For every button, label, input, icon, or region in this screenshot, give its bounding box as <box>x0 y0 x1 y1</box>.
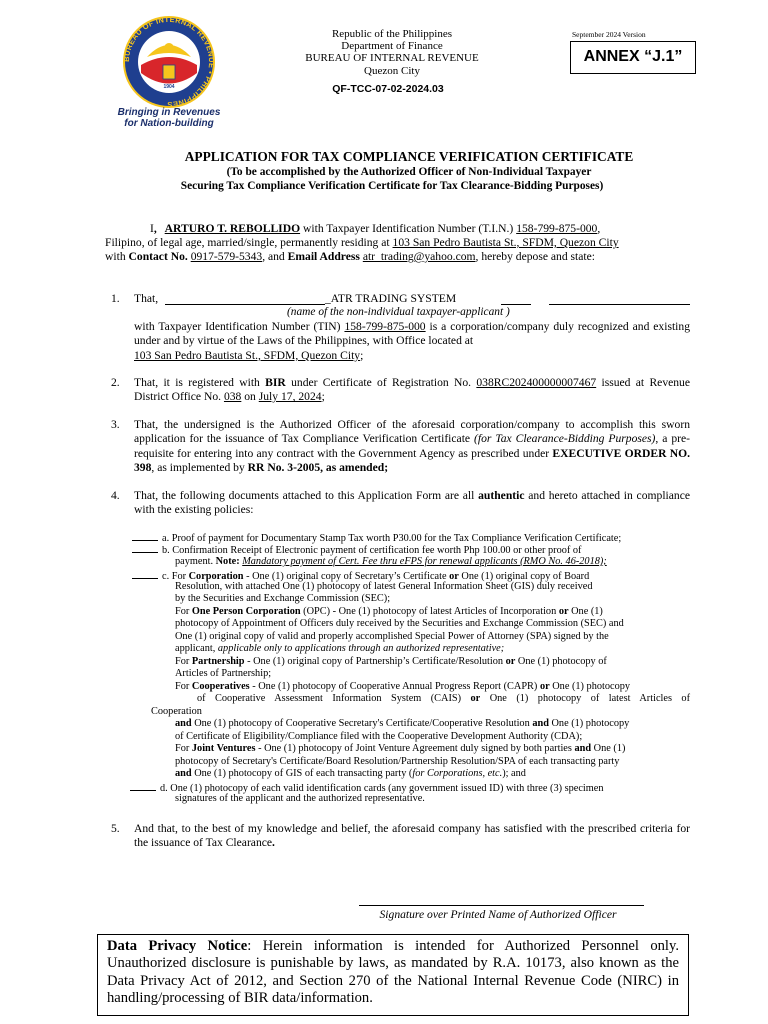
item-1-text: with Taxpayer Identification Number (TIN) 158-799-875-000 is a corporation/company duly recognized and existing under and by virtue of the Laws of the Philippines, with Office located at 103 San Pedro Bautista St., SFDM, Quezon City; <box>134 320 690 362</box>
doc-item-a: a. Proof of payment for Documentary Stamp Tax worth P30.00 for the Tax Compliance Verification Certificate; <box>132 531 692 545</box>
annex-box: ANNEX “J.1” <box>570 41 696 74</box>
intro-line-1: I, ARTURO T. REBOLLIDO with Taxpayer Identification Number (T.I.N.) 158-799-875-000, <box>150 222 601 235</box>
company-name: _ATR TRADING SYSTEM <box>325 292 457 305</box>
item-2-number: 2. <box>111 376 120 389</box>
logo-tagline-2: for Nation-building <box>124 118 214 129</box>
checkbox-d[interactable] <box>130 781 156 791</box>
applicant-name: ARTURO T. REBOLLIDO <box>164 222 301 235</box>
item-2-text: That, it is registered with BIR under Certificate of Registration No. 038RC202400000007467 issued at Revenue District Office No. 038 on July 17, 2024; <box>134 376 691 404</box>
form-subtitle-1: (To be accomplished by the Authorized Officer of Non-Individual Taxpayer <box>226 166 592 178</box>
signature-line[interactable] <box>359 905 644 906</box>
item-4-number: 4. <box>111 489 120 502</box>
email-address: atr_trading@yahoo.com <box>362 250 476 263</box>
data-privacy-notice <box>97 934 689 1016</box>
doc-item-d: d. One (1) photocopy of each valid identification cards (any government issued ID) with three (3) specimen <box>130 781 603 795</box>
form-code: QF-TCC-07-02-2024.03 <box>332 83 444 95</box>
doc-item-b: b. Confirmation Receipt of Electronic payment of certification fee worth Php 100.00 or other proof of <box>132 543 692 557</box>
form-title: APPLICATION FOR TAX COMPLIANCE VERIFICATION CERTIFICATE <box>184 149 634 164</box>
intro-line-2 <box>105 236 691 249</box>
item-1-number: 1. <box>111 292 120 305</box>
item-3-text: That, the undersigned is the Authorized Officer of the aforesaid corporation/company to accomplish this sworn application for the issuance of Tax Compliance Verification Certificate (for Tax Clearance-Bidding Purposes), a pre-requisite for entering into any contract with the Government Agency as prescribed under EXECUTIVE ORDER NO. 398, as implemented by RR No. 3-2005, as amended; <box>134 418 691 475</box>
seal-ring-text: BUREAU OF INTERNAL REVENUE • PHILIPPINES <box>121 15 217 109</box>
rdo-number: 038 <box>223 390 242 404</box>
item-3-number: 3. <box>111 418 120 431</box>
bir-logo <box>117 15 221 109</box>
privacy-notice-label: Data Privacy Notice <box>107 938 248 954</box>
applicant-address: 103 San Pedro Bautista St., SFDM, Quezon City <box>392 236 619 249</box>
intro-residence-label: Filipino, of legal age, married/single, permanently residing at <box>105 236 390 249</box>
item-5-number: 5. <box>111 822 120 835</box>
logo-tagline-1: Bringing in Revenues <box>117 107 221 118</box>
intro-tin-label: with Taxpayer Identification Number (T.I.N.) <box>303 222 514 235</box>
fee-note: Mandatory payment of Cert. Fee thru eFPS for renewal applicants (RMO No. 46-2018); <box>242 556 607 567</box>
company-address: 103 San Pedro Bautista St., SFDM, Quezon City <box>134 348 361 362</box>
checkbox-c[interactable] <box>132 569 158 579</box>
applicant-tin: 158-799-875-000 <box>516 222 598 235</box>
item-1-that: That, <box>134 292 159 305</box>
company-name-caption: (name of the non-individual taxpayer-applicant ) <box>287 306 510 318</box>
executive-order: EXECUTIVE ORDER NO. 398 <box>134 446 691 475</box>
contact-label: Contact No. <box>128 250 188 263</box>
form-subtitle-2: Securing Tax Compliance Verification Certificate for Tax Clearance-Bidding Purposes) <box>180 180 604 192</box>
item-5-text: And that, to the best of my knowledge and belief, the aforesaid company has satisfied with the prescribed criteria for the issuance of Tax Clearance. <box>134 822 690 850</box>
joint-venture-requirements: For Joint Ventures - One (1) photocopy of Joint Venture Agreement duly signed by both parties and One (1) <box>175 743 626 754</box>
partnership-requirements: For Partnership - One (1) original copy of Partnership’s Certificate/Resolution or One (1) photocopy of <box>175 656 607 667</box>
header-republic: Republic of the Philippines <box>331 28 453 40</box>
doc-item-c: c. For Corporation - One (1) original copy of Secretary’s Certificate or One (1) original copy of Board <box>132 569 589 583</box>
header-city: Quezon City <box>364 65 420 77</box>
intro-line-3: with Contact No. 0917-579-5343, and Email Address atr_trading@yahoo.com, hereby depose and state: <box>105 250 595 263</box>
revenue-regulation: RR No. 3-2005, as amended; <box>247 461 389 475</box>
checkbox-a[interactable] <box>132 531 158 541</box>
registration-date: July 17, 2024 <box>258 390 322 404</box>
header-bureau: BUREAU OF INTERNAL REVENUE <box>305 52 479 64</box>
cooperative-requirements: For Cooperatives - One (1) photocopy of Cooperative Annual Progress Report (CAPR) or One (1) photocopy <box>175 681 631 692</box>
checkbox-b[interactable] <box>132 543 158 553</box>
opc-requirements: For One Person Corporation (OPC) - One (1) photocopy of latest Articles of Incorporation or One (1) <box>175 606 603 617</box>
privacy-notice-text: : Herein information is intended for Authorized Personnel only. Unauthorized disclosure is punishable by laws, as mandated by R.A. 10173, also known as the Data Privacy Act of 2012, and Section 270 of the National Internal Revenue Code (NIRC) in handling/processing of BIR data/information. <box>107 938 679 1007</box>
company-name-field <box>165 292 690 305</box>
contact-number: 0917-579-5343 <box>190 250 263 263</box>
seal-year: 1904 <box>163 84 175 90</box>
item-4-text: That, the following documents attached to this Application Form are all authentic and hereto attached in compliance with the existing policies: <box>134 489 690 517</box>
email-label: Email Address <box>287 250 360 263</box>
cor-number: 038RC202400000007467 <box>476 376 597 389</box>
bir-seal-icon <box>117 15 221 109</box>
version-label: September 2024 Version <box>572 30 646 39</box>
company-tin: 158-799-875-000 <box>344 320 426 333</box>
header-department: Department of Finance <box>341 40 443 52</box>
signature-label: Signature over Printed Name of Authorized Officer <box>379 908 617 921</box>
intro-pronoun: I <box>150 222 154 235</box>
